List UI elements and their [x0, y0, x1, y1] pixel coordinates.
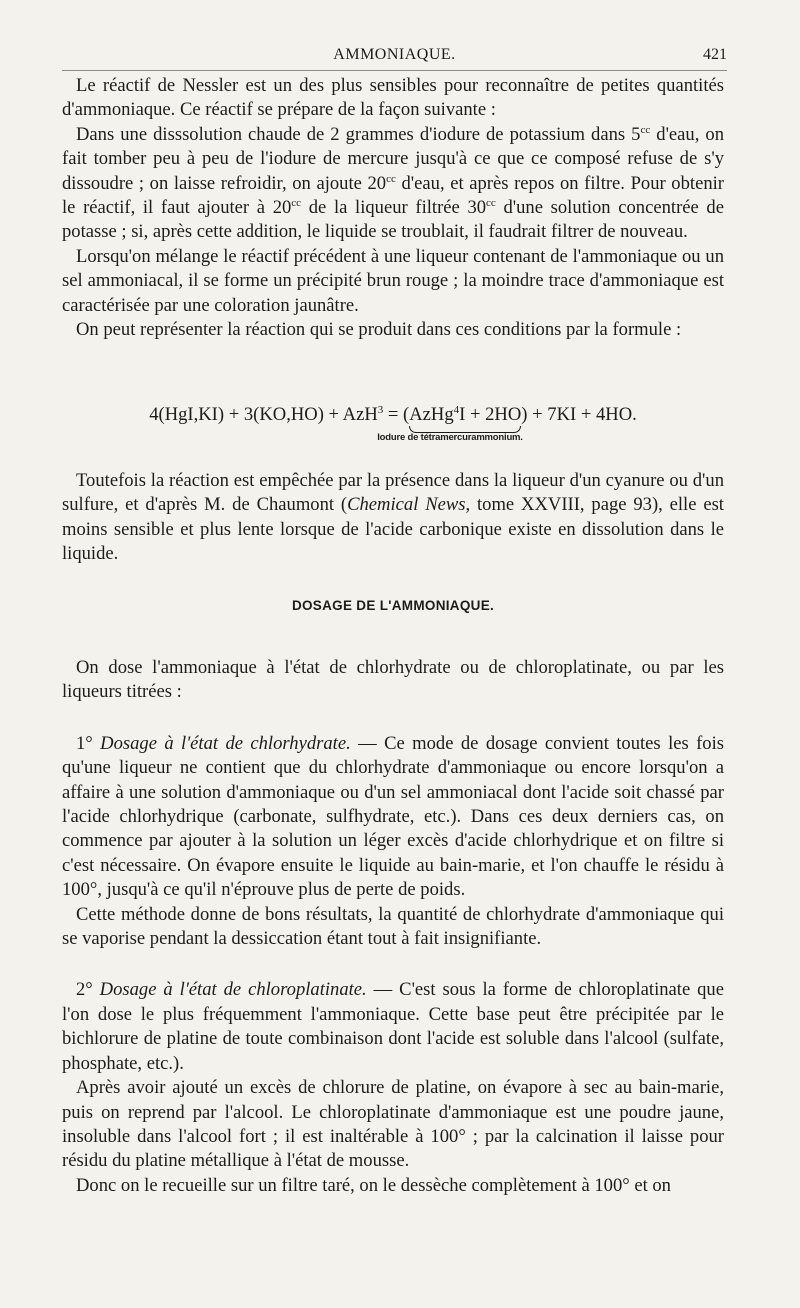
journal-title: Chemical News: [347, 494, 466, 516]
interference-paragraph-block: [62, 469, 724, 567]
method-title-chloroplatinate: Dosage à l'état de chloroplatinate.: [99, 979, 367, 1001]
section-heading: DOSAGE DE L'AMMONIAQUE.: [291, 598, 495, 613]
formula-caption: Iodure de tétramercurammonium.: [377, 432, 523, 443]
header-rule: [62, 70, 727, 71]
page-header: [62, 46, 727, 70]
running-title: AMMONIAQUE.: [333, 46, 456, 63]
paragraph-method-chlorhydrate-result: Cette méthode donne de bons résultats, la quantité de chlorhydrate d'ammoniaque qui se vaporise pendant la dessiccation étant tout à fait insignifiante.: [62, 903, 724, 950]
paragraph-precipitate: Lorsqu'on mélange le réactif précédent à une liqueur contenant de l'ammoniaque ou un sel ammoniacal, il se forme un précipité brun rouge ; la moindre trace d'ammoniaque est caractérisée par une coloration jaunâtre.: [62, 245, 724, 316]
nessler-reagent-section: [62, 74, 724, 342]
paragraph-chloroplatinate-filter: Donc on le recueille sur un filtre taré, on le dessèche complètement à 100° et on: [76, 1174, 671, 1196]
paragraph-nessler-intro: Le réactif de Nessler est un des plus sensibles pour reconnaître de petites quantités d'ammoniaque. Ce réactif se prépare de la façon suivante :: [62, 75, 724, 121]
paragraph-reagent-preparation: Dans une disssolution chaude de 2 grammes d'iodure de potassium dans $5^{cc}$ d'eau, on fait tomber peu à peu de l'iodure de mercure jusqu'à ce que ce composé refuse de s'y dissoudre ; on laisse refroidir, on ajoute $20^{cc}$ d'eau, et après repos on filtre. Pour obtenir le réactif, il faut ajouter à $20^{cc}$ de la liqueur filtrée $30^{cc}$ d'une solution concentrée de potasse ; si, après cette addition, le liquide se troublait, il faudrait filtrer de nouveau.: [62, 123, 724, 243]
paragraph-interference: Toutefois la réaction est empêchée par la présence dans la liqueur d'un cyanure ou d'un sulfure, et d'après M. de Chaumont (Chemical News, tome XXVIII, page 93), elle est moins sensible et plus lente lorsque de l'acide carbonique existe en dissolution dans le liquide.: [62, 470, 724, 565]
dosage-methods: [62, 656, 724, 1198]
page-number: 421: [703, 46, 727, 63]
formula-bracketed-product: AzHg$^4$I + 2HO: [409, 404, 521, 426]
paragraph-chloroplatinate-procedure: Après avoir ajouté un excès de chlorure de platine, on évapore à sec au bain-marie, puis on reprend par l'alcool. Le chloroplatinate d'ammoniaque est une poudre jaune, insoluble dans l'alcool fort ; il est inaltérable à 100° ; par la calcination il laisse pour résidu du platine métallique à l'état de mousse.: [62, 1077, 724, 1172]
paragraph-method-chlorhydrate: 1° Dosage à l'état de chlorhydrate. — Ce mode de dosage convient toutes les fois qu'une liqueur ne contient que du chlorhydrate d'ammoniaque ou encore lorsqu'on a affaire à une solution d'ammoniaque ou d'un sel ammoniacal dont l'acide soit chassé par l'acide chlorhydrique (carbonate, sulfhydrate, etc.). Dans ces deux derniers cas, on commence par ajouter à la solution un léger excès d'acide chlorhydrique et on filtre si c'est nécessaire. On évapore ensuite le liquide au bain-marie, et l'on chauffe le résidu à 100°, jusqu'à ce qu'il n'éprouve plus de perte de poids.: [62, 732, 724, 901]
paragraph-formula-intro: On peut représenter la réaction qui se produit dans ces conditions par la formule :: [76, 319, 682, 341]
method-title-chlorhydrate: Dosage à l'état de chlorhydrate.: [100, 732, 351, 754]
reaction-formula: 4(HgI,KI) + 3(KO,HO) + AzH$^3$ = (AzHg$^4$I + 2HO ) + 7KI + 4HO.: [62, 404, 724, 426]
paragraph-method-chloroplatinate: 2° Dosage à l'état de chloroplatinate. — C'est sous la forme de chloroplatinate que l'on dose le plus fréquemment l'ammoniaque. Cette base peut être précipitée par le bichlorure de platine de toute combinaison dont l'acide est soluble dans l'alcool (sulfate, phosphate, etc.).: [62, 979, 724, 1074]
paragraph-dosage-intro: On dose l'ammoniaque à l'état de chlorhydrate ou de chloroplatinate, ou par les liqueurs titrées :: [62, 657, 724, 703]
